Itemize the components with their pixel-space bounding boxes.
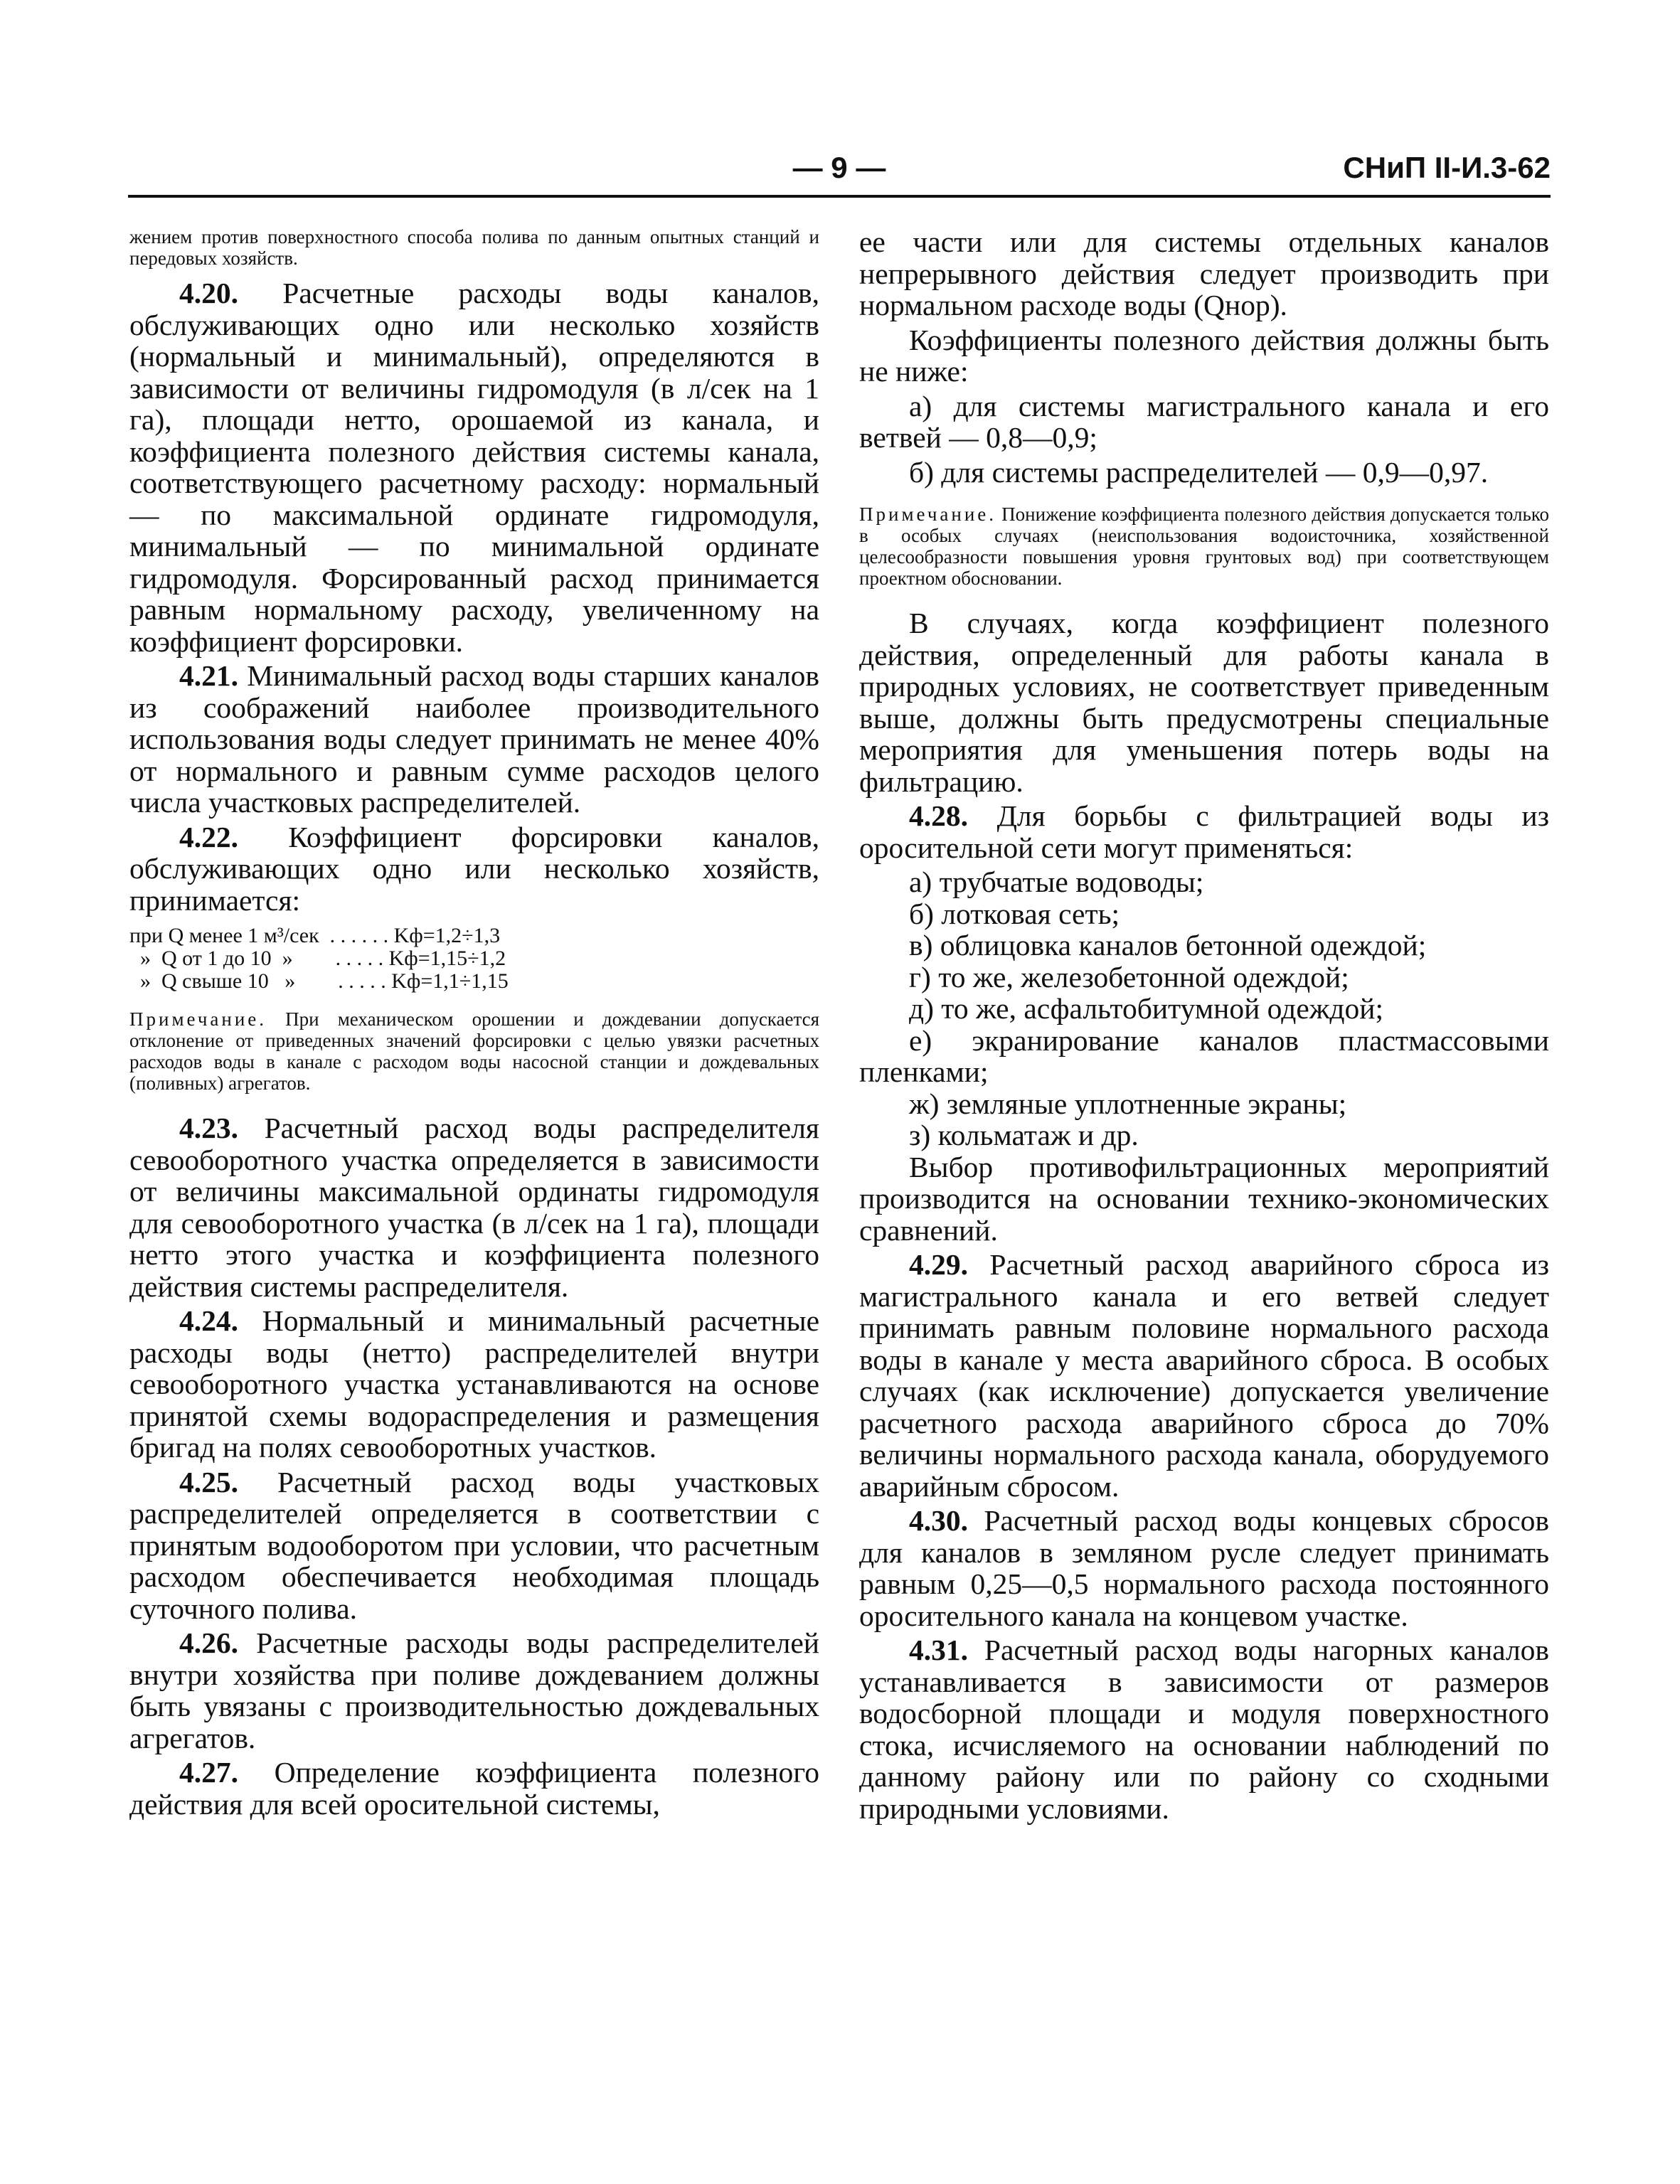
clause-4-31 — [859, 1634, 1549, 1824]
clause-number: 4.21. — [179, 659, 238, 692]
list-item: ж) земляные уплотненные экраны; — [909, 1087, 1347, 1120]
note-label: Примечание. — [859, 504, 997, 525]
clause-4-24 — [129, 1305, 819, 1464]
clause-4-30 — [859, 1505, 1549, 1631]
cases-paragraph: В случаях, когда коэффициент полезного действия, определенный для работы канала в природных условиях, не соответствует приведенным выше, должны быть предусмотрены специальные мероприятия для уменьшения потерь воды на фильтрацию. — [859, 607, 1549, 798]
efficiency-requirements: Коэффициенты полезного действия должны быть не ниже: — [859, 323, 1549, 388]
page-header — [128, 151, 1551, 198]
list-item: д) то же, асфальтобитумной одеждой; — [909, 992, 1384, 1025]
clause-text: Для борьбы с фильтрацией воды из оросительной сети могут применяться: — [859, 799, 1549, 864]
clause-number: 4.25. — [179, 1465, 238, 1498]
clause-number: 4.30. — [909, 1504, 968, 1537]
clause-4-27 — [129, 1757, 819, 1820]
document-code: СНиП II-И.3-62 — [1343, 151, 1551, 184]
forcing-coefficient-formulas — [129, 925, 819, 993]
clause-4-26 — [129, 1627, 819, 1754]
list-item: з) кольматаж и др. — [909, 1119, 1139, 1151]
clause-number: 4.29. — [909, 1248, 968, 1281]
note-forcing — [129, 1008, 819, 1094]
clause-number: 4.20. — [179, 277, 238, 309]
efficiency-item-a: а) для системы магистрального канала и его ветвей — 0,8—0,9; — [859, 389, 1549, 454]
clause-4-20 — [129, 277, 819, 657]
right-column — [859, 226, 1549, 1827]
clause-number: 4.28. — [909, 799, 968, 832]
clause-text: Определение коэффициента полезного действия для всей оросительной системы, — [129, 1756, 819, 1821]
carryover-text: ее части или для системы отдельных каналов непрерывного действия следует производить при нормальном расходе воды (Qнор). — [859, 225, 1549, 321]
clause-4-29 — [859, 1249, 1549, 1502]
list-item: б) лотковая сеть; — [909, 897, 1120, 930]
list-item: в) облицовка каналов бетонной одеждой; — [909, 929, 1427, 962]
clause-number: 4.31. — [909, 1634, 968, 1666]
clause-number: 4.27. — [179, 1756, 238, 1789]
list-item: а) трубчатые водоводы; — [909, 865, 1204, 898]
clause-4-21 — [129, 660, 819, 819]
clause-text: Расчетный расход аварийного сброса из магистрального канала и его ветвей следует принимать равным половине нормального расхода воды в канале у места аварийного сброса. В особых случаях (как исключение) допускается увеличение расчетного расхода аварийного сброса до 70% величины нормального расхода канала, оборудуемого аварийным сбросом. — [859, 1248, 1549, 1503]
clause-text: Расчетные расходы воды каналов, обслуживающих одно или несколько хозяйств (нормальный и минимальный), определяются в зависимости от величины гидромодуля (в л/сек на 1 га), площади нетто, орошаемой из канала, и коэффициента полезного действия системы канала, соответствующего расчетному расходу: нормальный — по максимальной ординате гидромодуля, минимальный — по минимальной ординате гидромодуля. Форсированный расход принимается равным нормальному расходу, увеличенному на коэффициент форсировки. — [129, 277, 820, 658]
note-text: При механическом орошении и дождевании допускается отклонение от приведенных значений форсировки с целью увязки расчетных расходов воды в канале с расходом воды насосной станции и дождевальных (поливных) агрегатов. — [129, 1008, 820, 1094]
list-item: е) экранирование каналов пластмассовыми пленками; — [859, 1023, 1549, 1088]
clause-number: 4.24. — [179, 1304, 238, 1337]
note-efficiency — [859, 504, 1549, 589]
clause-4-23 — [129, 1112, 819, 1302]
clause-text: Расчетный расход воды нагорных каналов устанавливается в зависимости от размеров водосборной площади и модуля поверхностного стока, исчисляемого на основании наблюдений по данному району или по району со сходными природными условиями. — [859, 1634, 1550, 1825]
note-label: Примечание. — [129, 1008, 267, 1030]
clause-text: Расчетный расход воды участковых распределителей определяется в соответствии с принятым водооборотом при условии, что расчетным расходом обеспечивается необходимая площадь суточного полива. — [129, 1465, 819, 1625]
clause-text: Расчетные расходы воды распределителей внутри хозяйства при поливе дождеванием должны быть увязаны с производительностью дождевальных агрегатов. — [129, 1626, 819, 1754]
left-column — [129, 226, 819, 1823]
formula-line: при Q менее 1 м³/сек . . . . . . Kф=1,2÷1,3 — [129, 924, 501, 947]
clause-4-25 — [129, 1466, 819, 1625]
choice-paragraph: Выбор противофильтрационных мероприятий производится на основании технико-экономических сравнений. — [859, 1150, 1549, 1247]
clause-4-28 — [859, 800, 1549, 863]
clause-number: 4.22. — [179, 820, 238, 853]
efficiency-item-b: б) для системы распределителей — 0,9—0,97. — [909, 455, 1489, 489]
formula-line: » Q от 1 до 10 » . . . . . Kф=1,15÷1,2 — [129, 947, 506, 970]
clause-text: Расчетный расход воды распределителя севооборотного участка определяется в зависимости от величины максимальной ординаты гидромодуля для севооборотного участка (в л/сек на 1 га), площади нетто этого участка и коэффициента полезного действия системы распределителя. — [129, 1112, 820, 1303]
clause-4-22 — [129, 821, 819, 917]
clause-text: Минимальный расход воды старших каналов из соображений наиболее производительного использования воды следует принимать не менее 40% от нормального и равным сумме расходов целого числа участковых распределителей. — [129, 659, 820, 819]
clause-text: Коэффициент форсировки каналов, обслуживающих одно или несколько хозяйств, принимается: — [129, 820, 820, 917]
note-text: Понижение коэффициента полезного действия допускается только в особых случаях (неиспользования водоисточника, хозяйственной целесообразности повышения уровня грунтовых вод) при соответствующем проектном обосновании. — [859, 504, 1550, 589]
clause-number: 4.23. — [179, 1112, 238, 1144]
formula-line: » Q свыше 10 » . . . . . Kф=1,1÷1,15 — [129, 969, 509, 993]
page-number: — 9 — — [792, 151, 886, 184]
clause-text: Нормальный и минимальный расчетные расходы воды (нетто) распределителей внутри севооборотного участка устанавливаются на основе принятой схемы водораспределения и размещения бригад на полях севооборотных участков. — [129, 1304, 819, 1464]
carryover-text: жением против поверхностного способа полива по данным опытных станций и передовых хозяйств. — [129, 226, 819, 269]
clause-number: 4.26. — [179, 1626, 238, 1659]
clause-text: Расчетный расход воды концевых сбросов для каналов в земляном русле следует принимать равным 0,25—0,5 нормального расхода постоянного оросительного канала на концевом участке. — [859, 1504, 1549, 1632]
anti-filtration-list — [859, 866, 1549, 1151]
list-item: г) то же, железобетонной одеждой; — [909, 960, 1349, 994]
